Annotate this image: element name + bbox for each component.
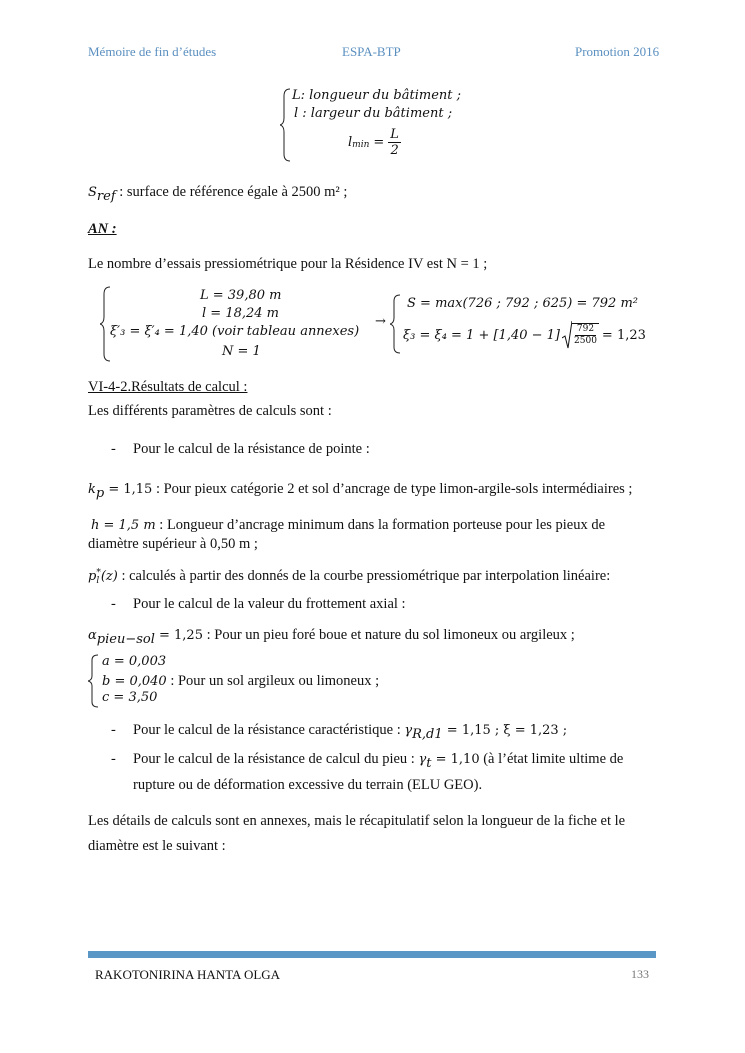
sref-symbol: S xyxy=(88,185,97,200)
bullet-frottement: Pour le calcul de la valeur du frottement axial : xyxy=(133,596,406,612)
system-dimensions xyxy=(280,86,470,162)
bullet-dash: - xyxy=(111,596,116,612)
h-formula: h = 1,5 m xyxy=(91,518,156,533)
pl-line xyxy=(88,567,610,586)
sqrt-sign xyxy=(562,320,572,350)
width-value: l = 18,24 m xyxy=(202,306,279,321)
bullet-caracteristique-text: Pour le calcul de la résistance caractéristique : xyxy=(133,722,405,738)
right-brace xyxy=(390,294,402,354)
gamma-t-value: = 1,10 xyxy=(431,752,480,767)
width-definition: l : largeur du bâtiment ; xyxy=(294,106,453,121)
pl-argument: (z) xyxy=(100,569,118,584)
lmin-formula xyxy=(348,124,401,160)
alpha-symbol: α xyxy=(88,628,97,643)
square-root xyxy=(562,320,599,350)
header-left: Mémoire de fin d’études xyxy=(88,44,217,59)
abc-brace xyxy=(88,654,100,708)
sqrt-denominator: 2500 xyxy=(574,336,597,346)
bullet-calcul-line-2: rupture ou de déformation excessive du terrain (ELU GEO). xyxy=(133,777,483,793)
h-line-2: diamètre supérieur à 0,50 m ; xyxy=(88,536,258,552)
alpha-line xyxy=(88,626,575,649)
bullet-pointe: Pour le calcul de la résistance de pointe : xyxy=(133,441,370,457)
header-center: ESPA-BTP xyxy=(342,44,401,59)
sref-text: : surface de référence égale à 2500 m² ; xyxy=(115,184,348,200)
sqrt-numerator: 792 xyxy=(576,324,595,334)
alpha-text: : Pour un pieu foré boue et nature du sol limoneux ou argileux ; xyxy=(202,627,575,643)
kp-line xyxy=(88,480,632,503)
xi-formula-prefix: ξ₃ = ξ₄ = 1 + [1,40 − 1] xyxy=(403,327,561,343)
equals-sign: = xyxy=(373,134,385,150)
header-right: Promotion 2016 xyxy=(575,44,660,59)
bullet-dash: - xyxy=(111,722,116,738)
footer-divider xyxy=(88,951,656,958)
pl-text: : calculés à partir des donnés de la courbe pressiométrique par interpolation linéaire: xyxy=(117,568,611,584)
surface-max: S = max(726 ; 792 ; 625) = 792 m² xyxy=(407,296,638,311)
xi-prime-value: ξ′₃ = ξ′₄ = 1,40 (voir tableau annexes) xyxy=(110,324,360,339)
abc-system xyxy=(88,654,408,710)
bullet-caracteristique xyxy=(133,721,567,744)
b-line xyxy=(102,672,379,690)
xi-result: = 1,23 xyxy=(601,327,646,343)
gamma-rd1-symbol: γ xyxy=(404,723,413,738)
an-label: AN : xyxy=(88,221,117,237)
bullet-calcul xyxy=(133,750,623,773)
left-brace xyxy=(280,88,292,162)
section-title: VI-4-2.Résultats de calcul : xyxy=(88,379,248,395)
params-intro: Les différents paramètres de calculs sont : xyxy=(88,403,332,419)
bullet-dash: - xyxy=(111,751,116,767)
lmin-symbol: l xyxy=(348,134,353,150)
a-value: a = 0,003 xyxy=(102,654,167,669)
h-text: : Longueur d’ancrage minimum dans la formation porteuse pour les pieux de xyxy=(155,517,606,533)
bullet-calcul-text-post: (à l’état limite ultime de xyxy=(479,751,624,767)
gamma-rd1-subscript: R,d1 xyxy=(412,726,443,742)
gamma-t-symbol: γ xyxy=(418,752,427,767)
bullet-dash: - xyxy=(111,441,116,457)
kp-subscript: p xyxy=(95,485,105,501)
conclusion-line-1: Les détails de calculs sont en annexes, mais le récapitulatif selon la longueur de la fiche et le xyxy=(88,813,626,829)
alpha-subscript: pieu−sol xyxy=(96,631,155,647)
conclusion-line-2: diamètre est le suivant : xyxy=(88,838,226,854)
n-value: N = 1 xyxy=(222,344,261,359)
kp-text: : Pour pieux catégorie 2 et sol d’ancrage de type limon-argile-sols intermédiaires ; xyxy=(152,481,633,497)
xi-formula xyxy=(403,320,646,350)
sqrt-fraction xyxy=(572,323,599,347)
kp-symbol: k xyxy=(88,482,96,497)
length-definition: L: longueur du bâtiment ; xyxy=(292,88,462,103)
c-value: c = 3,50 xyxy=(102,690,158,705)
bullet-calcul-text: Pour le calcul de la résistance de calcul du pieu : xyxy=(133,751,419,767)
lmin-subscript: min xyxy=(352,140,370,150)
gamma-rd1-values: = 1,15 ; ξ = 1,23 ; xyxy=(442,723,568,738)
pl-superscript: * xyxy=(96,567,101,578)
implies-arrow: → xyxy=(375,314,386,329)
b-value: b = 0,040 xyxy=(102,674,167,689)
page-number: 133 xyxy=(631,967,649,981)
gamma-t-subscript: t xyxy=(426,755,432,771)
pl-symbol: p xyxy=(88,569,97,584)
h-line xyxy=(91,516,605,535)
fraction-denominator: 2 xyxy=(390,142,399,158)
kp-value: = 1,15 xyxy=(104,482,153,497)
fraction xyxy=(388,127,401,158)
length-value: L = 39,80 m xyxy=(200,288,282,303)
alpha-value: = 1,25 xyxy=(154,628,203,643)
essais-text: Le nombre d’essais pressiométrique pour la Résidence IV est N = 1 ; xyxy=(88,256,488,272)
system-calculation xyxy=(100,286,660,366)
sref-subscript: ref xyxy=(96,188,116,204)
footer-author: RAKOTONIRINA HANTA OLGA xyxy=(95,967,281,982)
sref-line xyxy=(88,183,347,206)
pl-subscript: l xyxy=(96,575,100,586)
b-text: : Pour un sol argileux ou limoneux ; xyxy=(166,673,380,689)
fraction-numerator: L xyxy=(390,126,399,142)
